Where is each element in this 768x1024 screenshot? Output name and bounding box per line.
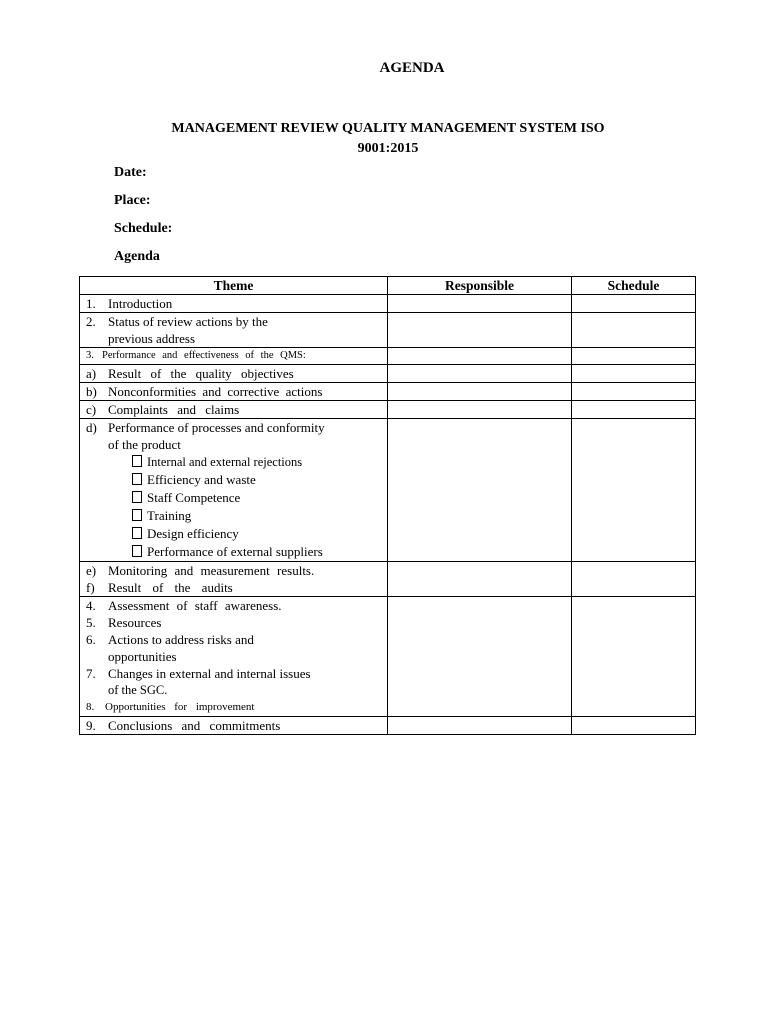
table-row (80, 383, 696, 401)
item-text: Introduction (108, 296, 173, 311)
responsible-cell[interactable] (388, 717, 572, 735)
table-row (80, 313, 696, 348)
bullet-item (86, 471, 381, 489)
schedule-label: Schedule: (114, 221, 173, 236)
table-row (80, 419, 696, 562)
checkbox-icon (132, 491, 142, 503)
bullet-item (86, 543, 381, 561)
agenda-table (79, 276, 696, 735)
checkbox-icon (132, 527, 142, 539)
table-row (80, 365, 696, 383)
subtitle-line-2: 9001:2015 (357, 141, 419, 156)
responsible-cell[interactable] (388, 348, 572, 365)
table-row (80, 401, 696, 419)
bullet-text: Design efficiency (147, 526, 239, 541)
item-text: Assessment of staff awareness. (108, 598, 282, 613)
schedule-cell[interactable] (572, 597, 696, 717)
table-row (80, 562, 696, 597)
theme-cell (80, 365, 388, 383)
theme-cell (80, 348, 388, 365)
item-number: e) (86, 563, 97, 578)
schedule-cell[interactable] (572, 365, 696, 383)
theme-cell (80, 313, 388, 348)
checkbox-icon (132, 545, 142, 557)
theme-cell (80, 562, 388, 597)
bullet-text: Internal and external rejections (147, 455, 303, 469)
theme-cell (80, 419, 388, 562)
item-number: 4. (86, 598, 96, 613)
item-number: 5. (86, 615, 96, 630)
bullet-text: Staff Competence (147, 490, 241, 505)
item-text-continued: previous address (108, 331, 196, 346)
item-number: d) (86, 420, 97, 435)
table-header-row (80, 277, 696, 295)
item-text: Complaints and claims (108, 402, 240, 417)
item-number: 2. (86, 314, 96, 329)
item-text: Opportunities for improvement (105, 701, 255, 713)
table-row (80, 717, 696, 735)
date-label: Date: (114, 165, 147, 180)
item-number: 6. (86, 632, 96, 647)
item-number: 7. (86, 666, 96, 681)
bullet-item (86, 453, 381, 471)
item-text-continued: of the SGC. (108, 683, 168, 697)
theme-cell (80, 383, 388, 401)
bullet-item (86, 507, 381, 525)
item-text: Result of the quality objectives (108, 366, 294, 381)
bullet-text: Training (147, 508, 192, 523)
item-text: Monitoring and measurement results. (108, 563, 315, 578)
table-row (80, 597, 696, 717)
theme-cell (80, 401, 388, 419)
header-responsible: Responsible (388, 277, 572, 295)
item-number: 1. (86, 296, 96, 311)
schedule-cell[interactable] (572, 419, 696, 562)
schedule-cell[interactable] (572, 717, 696, 735)
bullet-text: Performance of external suppliers (147, 544, 323, 559)
item-text: Status of review actions by the (108, 314, 268, 329)
bullet-item (86, 525, 381, 543)
document-title: AGENDA (379, 60, 445, 76)
header-theme: Theme (80, 277, 388, 295)
responsible-cell[interactable] (388, 313, 572, 348)
item-text-continued: of the product (108, 437, 181, 452)
bullet-text: Efficiency and waste (147, 472, 256, 487)
table-row (80, 348, 696, 365)
item-text: Resources (108, 615, 162, 630)
schedule-cell[interactable] (572, 313, 696, 348)
checkbox-icon (132, 473, 142, 485)
item-number: 8. (86, 701, 95, 713)
item-text: Performance of processes and conformity (108, 420, 325, 435)
item-text: Changes in external and internal issues (108, 666, 311, 681)
item-text-continued: opportunities (108, 649, 177, 664)
responsible-cell[interactable] (388, 383, 572, 401)
item-text: Result of the audits (108, 580, 233, 595)
document-subtitle (110, 119, 666, 159)
item-number: b) (86, 384, 97, 399)
responsible-cell[interactable] (388, 401, 572, 419)
responsible-cell[interactable] (388, 295, 572, 313)
item-text: Conclusions and commitments (108, 718, 281, 733)
item-text: Performance and effectiveness of the QMS: (102, 350, 306, 361)
schedule-cell[interactable] (572, 401, 696, 419)
agenda-label: Agenda (114, 249, 160, 264)
bullet-item (86, 489, 381, 507)
responsible-cell[interactable] (388, 365, 572, 383)
checkbox-icon (132, 455, 142, 467)
schedule-cell[interactable] (572, 348, 696, 365)
item-number: 9. (86, 718, 96, 733)
theme-cell (80, 597, 388, 717)
place-label: Place: (114, 193, 151, 208)
item-text: Nonconformities and corrective actions (108, 384, 323, 399)
table-row (80, 295, 696, 313)
item-number: 3. (86, 350, 94, 361)
item-number: c) (86, 402, 97, 417)
schedule-cell[interactable] (572, 295, 696, 313)
theme-cell (80, 717, 388, 735)
responsible-cell[interactable] (388, 562, 572, 597)
subtitle-line-1: MANAGEMENT REVIEW QUALITY MANAGEMENT SYSTEM ISO (171, 121, 605, 136)
responsible-cell[interactable] (388, 419, 572, 562)
responsible-cell[interactable] (388, 597, 572, 717)
item-text: Actions to address risks and (108, 632, 254, 647)
schedule-cell[interactable] (572, 562, 696, 597)
checkbox-icon (132, 509, 142, 521)
item-number: f) (86, 580, 95, 595)
schedule-cell[interactable] (572, 383, 696, 401)
item-number: a) (86, 366, 97, 381)
header-schedule: Schedule (572, 277, 696, 295)
theme-cell (80, 295, 388, 313)
